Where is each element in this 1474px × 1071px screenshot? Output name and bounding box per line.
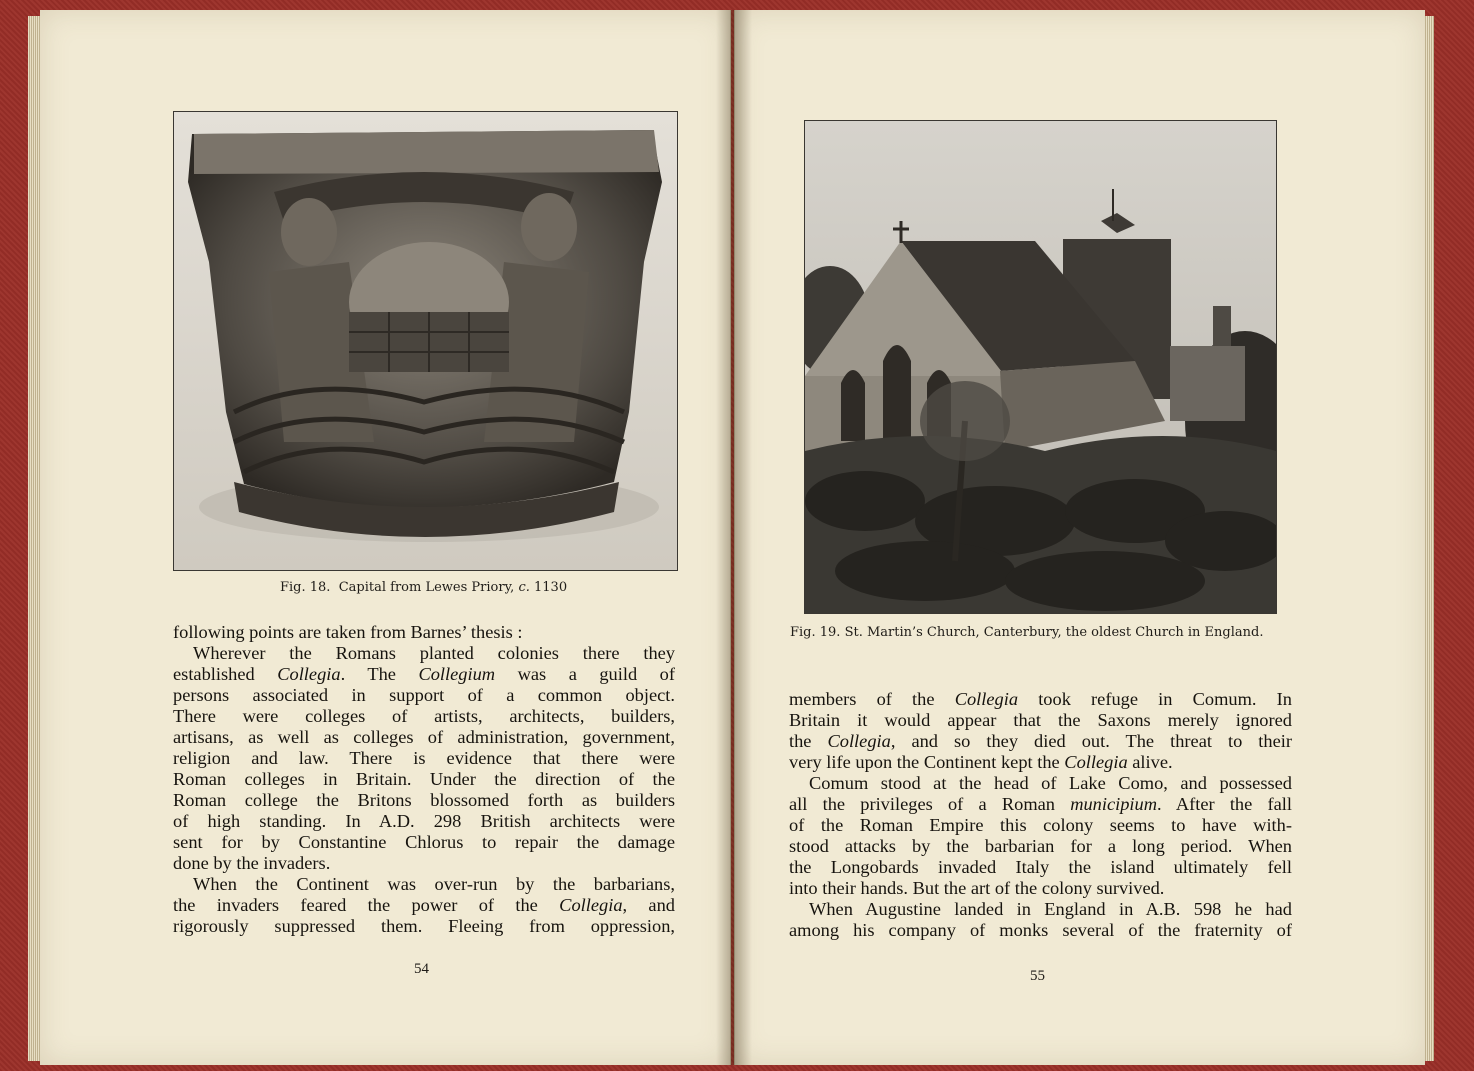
left-page-text-line	[173, 916, 675, 937]
figure-18-caption-prefix: Fig. 18. Capital from Lewes Priory,	[280, 580, 519, 595]
text-run: stood attacks by the barbarian for a long period. When	[789, 836, 1292, 856]
text-run: When Augustine landed in England in A.B. 598 he had	[809, 899, 1292, 919]
left-page-text-line	[173, 622, 675, 643]
text-run: , and so they died out. The threat to their	[890, 731, 1292, 751]
left-page-text-line	[173, 874, 675, 895]
left-page-text-line	[173, 643, 675, 664]
text-run: Wherever the Romans planted colonies there they	[193, 643, 675, 663]
figure-19-caption: Fig. 19. St. Martin’s Church, Canterbury, the oldest Church in England.	[790, 625, 1264, 640]
right-page-text-line	[789, 857, 1292, 878]
left-page-text-line	[173, 769, 675, 790]
text-run: artisans, as well as colleges of administration, government,	[173, 727, 675, 747]
text-run: of the Roman Empire this colony seems to have with-	[789, 815, 1292, 835]
text-run: among his company of monks several of the fraternity of	[789, 920, 1292, 940]
italic-term: Collegia	[559, 895, 623, 915]
right-page-text-line	[789, 920, 1292, 941]
right-page-body-text	[789, 689, 1292, 941]
figure-18-caption-italic: c.	[518, 580, 530, 595]
right-page-text-line	[789, 710, 1292, 731]
left-page-text-line	[173, 748, 675, 769]
text-run: all the privileges of a Roman	[789, 794, 1071, 814]
right-page-text-line	[789, 836, 1292, 857]
text-run: sent for by Constantine Chlorus to repair the damage	[173, 832, 675, 852]
left-page-text-line	[173, 811, 675, 832]
text-run: took refuge in Comum. In	[1018, 689, 1292, 709]
text-run: was a guild of	[495, 664, 675, 684]
figure-18-caption	[280, 580, 567, 595]
church-illustration	[805, 121, 1276, 613]
left-page-text-line	[173, 685, 675, 706]
text-run: . The	[340, 664, 419, 684]
right-page-text-line	[789, 752, 1292, 773]
figure-18-caption-suffix: 1130	[529, 580, 568, 595]
italic-term: Collegia	[277, 664, 341, 684]
carved-capital-photo	[173, 111, 678, 571]
text-run: . After the fall	[1157, 794, 1292, 814]
left-page-number: 54	[414, 961, 429, 977]
text-run: into their hands. But the art of the colony survived.	[789, 878, 1165, 898]
italic-term: Collegium	[418, 664, 496, 684]
text-run: religion and law. There is evidence that there were	[173, 748, 675, 768]
right-page-text-line	[789, 689, 1292, 710]
left-page-text-line	[173, 706, 675, 727]
text-run: Roman colleges in Britain. Under the direction of the	[173, 769, 675, 789]
text-run: Comum stood at the head of Lake Como, and possessed	[809, 773, 1292, 793]
text-run: members of the	[789, 689, 955, 709]
text-run: established	[173, 664, 278, 684]
right-page-text-line	[789, 878, 1292, 899]
left-page-text-line	[173, 853, 675, 874]
text-run: done by the invaders.	[173, 853, 331, 873]
text-run: When the Continent was over-run by the barbarians,	[193, 874, 675, 894]
text-run: Britain it would appear that the Saxons merely ignored	[789, 710, 1292, 730]
carved-capital-illustration	[174, 112, 677, 570]
left-page-text-line	[173, 727, 675, 748]
text-run: very life upon the Continent kept the	[789, 752, 1065, 772]
text-run: alive.	[1127, 752, 1173, 772]
left-page-text-line	[173, 895, 675, 916]
right-page-text-line	[789, 815, 1292, 836]
italic-term: Collegia	[954, 689, 1019, 709]
text-run: persons associated in support of a common object.	[173, 685, 675, 705]
left-page-text-line	[173, 664, 675, 685]
right-page-number: 55	[1030, 968, 1045, 984]
italic-term: Collegia	[1064, 752, 1128, 772]
left-page-body-text	[173, 622, 675, 937]
text-run: of high standing. In A.D. 298 British architects were	[173, 811, 675, 831]
text-run: There were colleges of artists, architects, builders,	[173, 706, 675, 726]
right-page-text-line	[789, 773, 1292, 794]
text-run: the Longobards invaded Italy the island ultimately fell	[789, 857, 1292, 877]
text-run: Roman college the Britons blossomed forth as builders	[173, 790, 675, 810]
left-page-text-line	[173, 790, 675, 811]
right-page-text-line	[789, 731, 1292, 752]
text-run: following points are taken from Barnes’ thesis :	[173, 622, 523, 642]
italic-term: municipium	[1070, 794, 1158, 814]
right-page-text-line	[789, 794, 1292, 815]
left-page-text-line	[173, 832, 675, 853]
text-run: , and	[622, 895, 675, 915]
text-run: the invaders feared the power of the	[173, 895, 560, 915]
right-page-text-line	[789, 899, 1292, 920]
italic-term: Collegia	[827, 731, 891, 751]
text-run: rigorously suppressed them. Fleeing from oppression,	[173, 916, 675, 936]
church-photo	[804, 120, 1277, 614]
text-run: the	[789, 731, 828, 751]
